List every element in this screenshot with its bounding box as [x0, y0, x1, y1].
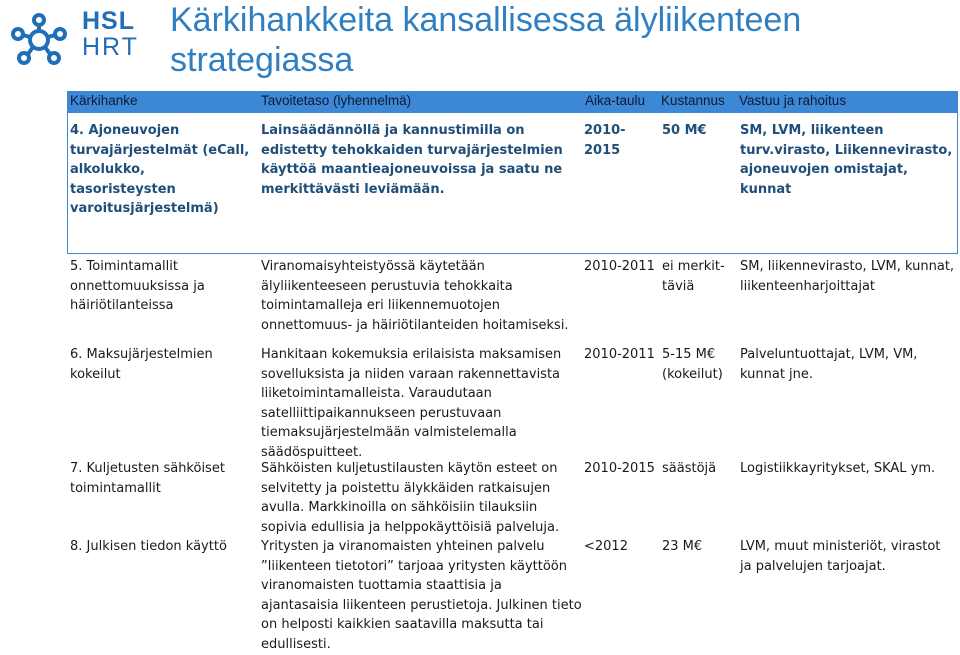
row-box-left-border	[67, 113, 68, 254]
row-box-bottom-border	[67, 253, 958, 254]
logo-line-hsl: HSL	[82, 7, 135, 35]
row4-vastuu: SM, LVM, liikenteen turv.virasto, Liikennevirasto, ajoneuvojen omistajat, kunnat	[740, 123, 953, 197]
table-header-row	[67, 91, 958, 113]
row5-tavoite: Viranomaisyhteistyössä käytetään älyliikenteeseen perustuvia tehokkaita toimintamalleja eri liikennemuotojen onnettomuus- ja häiriötilanteiden hoitamiseksi.	[261, 259, 569, 333]
row7-tavoite: Sähköisten kuljetustilausten käytön esteet on selvitetty ja poistettu älykkäiden ratkaisujen avulla. Markkinoilla on sähköisiin tilauksiin sopivia edullisia ja helppokäyttöisiä palveluja.	[261, 461, 560, 535]
page-title: Kärkihankkeita kansallisessa älyliikenteen strategiassa	[170, 1, 802, 79]
row8-aikataulu: <2012	[584, 539, 628, 554]
row5-karkihanke: 5. Toimintamallit onnettomuuksissa ja häiriötilanteissa	[70, 259, 205, 314]
row8-vastuu: LVM, muut ministeriöt, virastot ja palvelujen tarjoajat.	[740, 539, 941, 574]
row8-tavoite: Yritysten ja viranomaisten yhteinen palvelu ”liikenteen tietotori” tarjoaa yritysten käyttöön viranomaisten tuottamia staattisia ja ajantasaisia liikenteen perustietoja. Julkinen tieto on helposti kaikkien saatavilla maksutta tai edullisesti.	[261, 539, 582, 652]
row6-karkihanke: 6. Maksujärjestelmien kokeilut	[70, 347, 213, 382]
row6-vastuu: Palveluntuottajat, LVM, VM, kunnat jne.	[740, 347, 918, 382]
row7-vastuu: Logistiikkayritykset, SKAL ym.	[740, 461, 936, 476]
row7-karkihanke: 7. Kuljetusten sähköiset toimintamallit	[70, 461, 225, 496]
row5-vastuu: SM, liikennevirasto, LVM, kunnat, liikenteenharjoittajat	[740, 259, 955, 294]
row6-kustannus: 5-15 M€ (kokeilut)	[662, 347, 723, 382]
row7-aikataulu: 2010-2015	[584, 461, 655, 476]
row6-aikataulu: 2010-2011	[584, 347, 655, 362]
header-vastuu: Vastuu ja rahoitus	[739, 93, 847, 108]
row5-aikataulu: 2010-2011	[584, 259, 655, 274]
row4-tavoite: Lainsäädännöllä ja kannustimilla on edistetty tehokkaiden turvajärjestelmien käyttöä maantieajoneuvoissa ja saatu ne merkittävästi leviämään.	[261, 123, 563, 197]
row-box-right-border	[957, 113, 958, 254]
row8-karkihanke: 8. Julkisen tiedon käyttö	[70, 539, 227, 554]
hsl-logo	[0, 0, 165, 75]
logo-text	[82, 8, 139, 60]
logo-line-hrt: HRT	[82, 33, 139, 61]
header-aikataulu: Aika-taulu	[585, 93, 646, 108]
row6-tavoite: Hankitaan kokemuksia erilaisista maksamisen sovelluksista ja niiden varaan rakennettavista liiketoimintamalleista. Varaudutaan satelliittipaikannukseen perustuvaan tiemaksujärjestelmään valmistelemalla säädöspuitteet.	[261, 347, 562, 460]
row8-kustannus: 23 M€	[662, 539, 703, 554]
row4-aikataulu: 2010-2015	[584, 123, 626, 158]
header-kustannus: Kustannus	[661, 93, 725, 108]
header-tavoitetaso: Tavoitetaso (lyhennelmä)	[261, 93, 412, 108]
row7-kustannus: säästöjä	[662, 461, 717, 476]
row5-kustannus: ei merkit-täviä	[662, 259, 725, 294]
row4-kustannus: 50 M€	[662, 123, 707, 138]
hsl-logo-icon	[0, 0, 78, 75]
row4-karkihanke: 4. Ajoneuvojen turvajärjestelmät (eCall, alkolukko, tasoristeysten varoitusjärjestelmä)	[70, 123, 250, 217]
header-karkihanke: Kärkihanke	[70, 93, 138, 108]
